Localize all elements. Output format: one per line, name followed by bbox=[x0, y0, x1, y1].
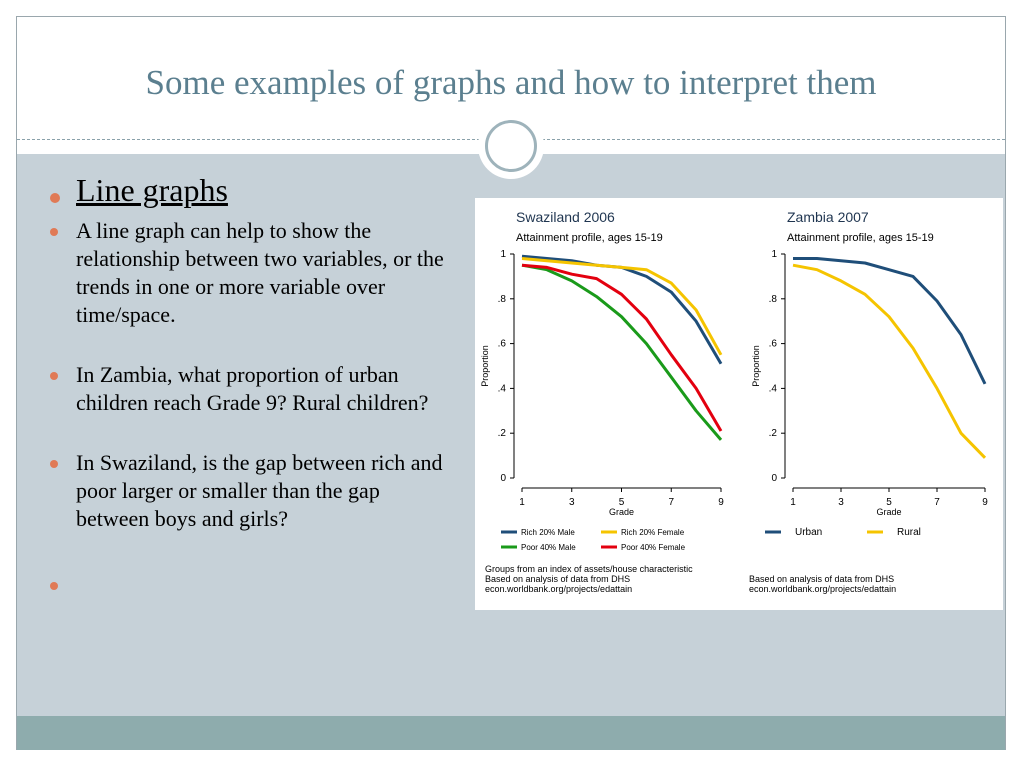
bullet-text: A line graph can help to show the relationship between two variables, or the trends in one or more variable over time/space. bbox=[76, 218, 444, 327]
y-tick-label: .2 bbox=[768, 428, 777, 440]
chart-subtitle: Attainment profile, ages 15-19 bbox=[516, 232, 663, 244]
y-tick-label: 1 bbox=[771, 249, 777, 260]
legend-label: Poor 40% Male bbox=[521, 543, 576, 552]
y-tick-label: 0 bbox=[771, 473, 777, 484]
slide-title: Some examples of graphs and how to interpret them bbox=[145, 63, 877, 102]
bullet-dot-icon bbox=[50, 372, 58, 380]
chart-note: econ.worldbank.org/projects/edattain bbox=[749, 584, 897, 594]
legend-label: Rich 20% Male bbox=[521, 528, 575, 537]
chart-note: Based on analysis of data from DHS bbox=[485, 574, 631, 584]
footer-bar bbox=[17, 716, 1005, 750]
y-tick-label: .8 bbox=[768, 293, 777, 305]
x-tick-label: 9 bbox=[718, 497, 724, 508]
x-tick-label: 3 bbox=[568, 497, 575, 508]
bullet-text: In Zambia, what proportion of urban children reach Grade 9? Rural children? bbox=[76, 362, 429, 415]
legend-label: Urban bbox=[795, 527, 823, 538]
bullet-dot-icon bbox=[50, 582, 58, 590]
y-tick-label: 1 bbox=[500, 249, 506, 260]
legend-label: Rural bbox=[897, 527, 921, 538]
y-tick-label: .4 bbox=[497, 383, 506, 395]
bullet-list bbox=[48, 172, 458, 571]
x-tick-label: 1 bbox=[519, 497, 525, 508]
y-tick-label: .6 bbox=[497, 338, 506, 350]
chart-panel bbox=[475, 198, 1003, 610]
y-tick-label: 0 bbox=[500, 473, 506, 484]
decorative-ring-icon bbox=[485, 120, 537, 172]
chart-subtitle: Attainment profile, ages 15-19 bbox=[787, 232, 934, 244]
bullet-dot-icon bbox=[50, 228, 58, 236]
bullet-item bbox=[48, 217, 458, 329]
series-line bbox=[522, 265, 721, 440]
bullet-heading-text: Line graphs bbox=[76, 172, 228, 208]
y-tick-label: .2 bbox=[497, 428, 506, 440]
bullet-item bbox=[48, 361, 458, 417]
x-tick-label: 7 bbox=[668, 497, 675, 508]
bullet-item bbox=[48, 449, 458, 533]
x-tick-label: 1 bbox=[790, 497, 796, 508]
x-tick-label: 5 bbox=[886, 497, 892, 508]
bullet-dot-icon bbox=[50, 460, 58, 468]
chart-title: Zambia 2007 bbox=[787, 209, 869, 225]
y-tick-label: .6 bbox=[768, 338, 777, 350]
bullet-heading bbox=[48, 172, 458, 209]
x-tick-label: 5 bbox=[618, 497, 625, 508]
bullet-text: In Swaziland, is the gap between rich and poor larger or smaller than the gap between boys and girls? bbox=[76, 450, 443, 531]
series-line bbox=[793, 259, 985, 384]
x-tick-label: 3 bbox=[838, 497, 844, 508]
charts-svg bbox=[475, 198, 1003, 610]
chart-note: Based on analysis of data from DHS bbox=[749, 574, 895, 584]
x-axis-label: Grade bbox=[876, 507, 902, 517]
y-tick-label: .8 bbox=[497, 293, 506, 305]
x-tick-label: 7 bbox=[934, 497, 940, 508]
y-tick-label: .4 bbox=[768, 383, 777, 395]
chart-title: Swaziland 2006 bbox=[516, 209, 615, 225]
series-line bbox=[793, 265, 985, 458]
y-axis-label: Proportion bbox=[751, 345, 761, 387]
chart-note: econ.worldbank.org/projects/edattain bbox=[485, 584, 633, 594]
chart-note: Groups from an index of assets/house characteristic bbox=[485, 564, 693, 574]
y-axis-label: Proportion bbox=[480, 345, 490, 387]
bullet-dot-icon bbox=[50, 193, 60, 203]
legend-label: Rich 20% Female bbox=[621, 528, 685, 537]
x-axis-label: Grade bbox=[608, 507, 635, 517]
legend-label: Poor 40% Female bbox=[621, 543, 686, 552]
x-tick-label: 9 bbox=[982, 497, 988, 508]
